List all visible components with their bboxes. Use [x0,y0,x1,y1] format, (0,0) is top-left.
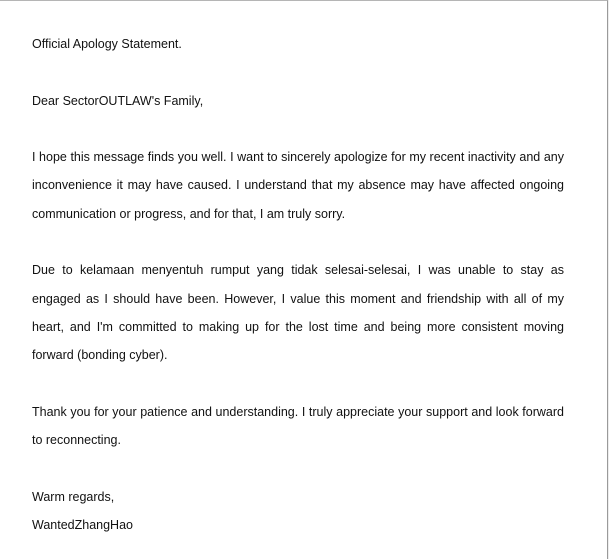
paragraph-thanks: Thank you for your patience and understanding. I truly appreciate your support and look forward to reconnecting. [32,404,564,448]
document-heading: Official Apology Statement. [32,37,182,51]
signature: WantedZhangHao [32,518,133,533]
closing: Warm regards, [32,489,115,504]
salutation: Dear SectorOUTLAW's Family, [32,93,204,108]
document-body [32,30,564,539]
paragraph-reason: Due to kelamaan menyentuh rumput yang tidak selesai-selesai, I was unable to stay as engaged as I should have been. However, I value this moment and friendship with all of my heart, and I'm committed to making up for the lost time and being more consistent moving forward (bonding cyber). [32,263,564,363]
paragraph-intro: I hope this message finds you well. I want to sincerely apologize for my recent inactivity and any inconvenience it may have caused. I understand that my absence may have affected ongoing communication or progress, and for that, I am truly sorry. [32,150,564,221]
